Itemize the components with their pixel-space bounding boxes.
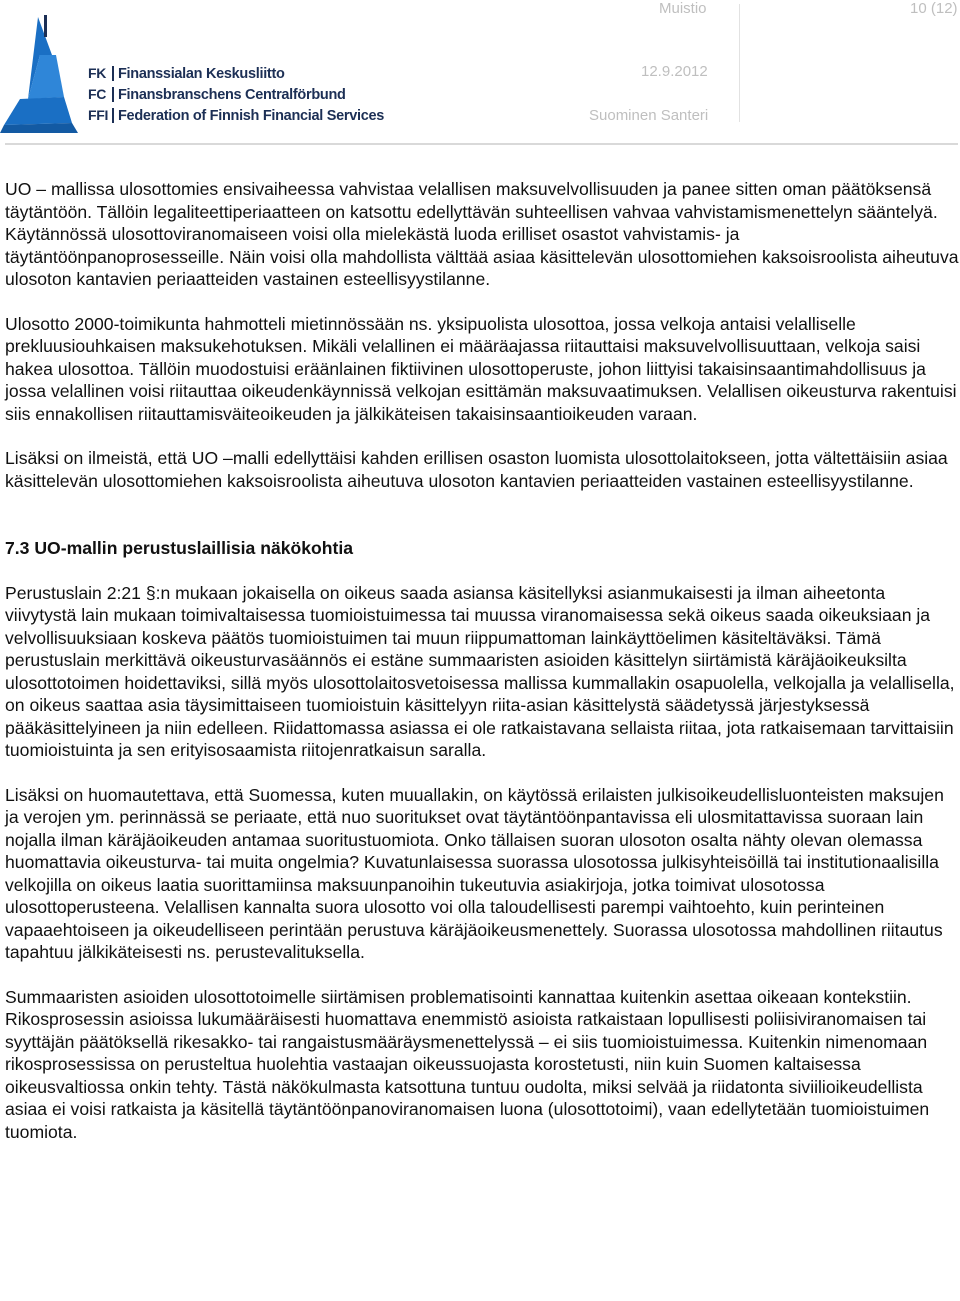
page-number: 10 (12) [910,0,958,17]
org-name: Finansbranschens Centralförbund [118,87,346,103]
org-separator [112,108,114,123]
paragraph: Ulosotto 2000-toimikunta hahmotteli mietinnössään ns. yksipuolista ulosottoa, jossa velkoja antaisi velalliselle prekluusiouhkaisen maksukehotuksen. Mikäli velallinen ei määräajassa riitauttaisi maksuvelvollisuuttaan, velkoja saisi hakea ulosottoa. Tällöin muodostuisi eräänlainen fiktiivinen ulosottoperuste, johon liittyisi takaisinsaantimahdollisuus ja jossa velallinen voisi riitauttaa oikeudenkäynnissä velkojan esittämän maksuvaatimuksen. Velallisen oikeusturva rakentuisi siis ennakollisen riitauttamisväiteoikeuden ja jälkikäteisen takaisinsaantioikeuden varaan. [5,313,957,424]
org-abbr: FFI [88,107,109,123]
org-abbr: FK [88,65,107,81]
org-name: Finanssialan Keskusliitto [118,66,285,82]
org-separator [112,66,114,81]
document-body [5,178,959,1143]
org-separator [112,87,114,102]
organization-names [88,63,388,126]
org-line-fk [88,63,388,84]
org-line-fc [88,84,388,105]
header-divider-vertical [739,4,740,122]
org-line-ffi [88,105,388,126]
ffi-logo-icon [0,15,100,133]
paragraph: Summaaristen asioiden ulosottotoimelle siirtämisen problematisointi kannattaa kuitenkin asettaa oikeaan kontekstiin. Rikosprosessin asioissa lukumääräisesti huomattava enemmistö asioista ratkaistaan lopullisesti poliisiviranomaisen tai syyttäjän päätöksellä rikesakko- tai rangaistusmääräysmenettelyssä – ei siis tuomioistuimessa. Kuitenkin nimenomaan rikosprosessissa on perusteltua huolehtia vastaajan oikeussuojasta korostetusti, niin kuin Suomen kaltaisessa oikeusvaltiossa onkin tehty. Tästä näkökulmasta katsottuna tuntuu oudolta, miksi selvää ja riidatonta siviilioikeudellista asiaa ei voisi ratkaista ja käsitellä täytäntöönpanoviranomaisen luona (ulosottotoimi), vaan edellytetään tuomioistuimen tuomiota. [5,986,930,1142]
org-abbr: FC [88,86,107,102]
paragraph: UO – mallissa ulosottomies ensivaiheessa vahvistaa velallisen maksuvelvollisuuden ja panee sitten oman päätöksensä täytäntöön. Tällöin legaliteettiperiaatteen on katsottu edellyttävän suhteellisen vahvaa vahvistamismenettelyn sääntelyä. Käytännössä ulosottoviranomaiseen voisi olla mielekästä luoda erilliset osastot vahvistamis- ja täytäntöönpanoprosesseille. Näin voisi olla mahdollista välttää asiaa käsittelevän ulosottomiehen kaksoisroolista aiheutuva ulosoton kantavien periaatteiden vastainen esteellisyystilanne. [5,179,959,289]
org-name: Federation of Finnish Financial Services [118,108,384,124]
organization-logo [0,15,390,133]
paragraph: Perustuslain 2:21 §:n mukaan jokaisella on oikeus saada asiansa käsitellyksi asianmukaisesti ja ilman aiheetonta viivytystä lain mukaan toimivaltaisessa tuomioistuimessa tai muussa viranomaisessa sekä oikeus saada oikeuksiaan ja velvollisuuksiaan koskeva päätös tuomioistuimen tai muun riippumattoman lainkäyttöelimen käsiteltäväksi. Tämä perustuslain merkittävä oikeusturvasäännös ei estäne summaaristen asioiden käsittelyn siirtämistä käräjäoikeuksilta ulosottotoimen hoidettaviksi, sillä myös ulosottolaitosvetoisessa mallissa kummallakin osapuolella, velkojalla ja velallisella, on oikeus saattaa asia täysimittaiseen tuomioistuin käsittelyyn riita-asian käsittelystä säädetyssä järjestyksessä pääkäsittelyineen ja niin edelleen. Riidattomassa asiassa ei ole ratkaistavana sellaista riitaa, jota ratkaisemaan tarvittaisiin tuomioistuinta ja sen erityisosaamista riitojenratkaisun saralla. [5,582,955,760]
document-type: Muistio [659,0,707,17]
section-heading: 7.3 UO-mallin perustuslaillisia näkökohtia [5,538,354,558]
document-header [0,0,960,148]
paragraph: Lisäksi on ilmeistä, että UO –malli edellyttäisi kahden erillisen osaston luomista ulosottolaitokseen, jotta vältettäisiin asiaa käsittelevän ulosottomiehen kaksoisroolista aiheutuva ulosoton kantavien periaatteiden vastainen esteellisyystilanne. [5,448,948,491]
header-divider [5,143,958,145]
document-author: Suominen Santeri [589,107,709,124]
document-date: 12.9.2012 [641,63,708,80]
paragraph: Lisäksi on huomautettava, että Suomessa, kuten muuallakin, on käytössä erilaisten julkisoikeudellisluonteisten maksujen ja verojen ym. perinnässä se periaate, että nuo suoritukset ovat täytäntöönpantavissa eli ulosmitattavissa suoraan lain nojalla ilman käräjäoikeuden antamaa suoritustuomiota. Onko tällaisen suoran ulosoton osalta nähty olevan olemassa huomattavia oikeusturva- tai muita ongelmia? Kuvatunlaisessa suorassa ulosotossa julkisyhteisöillä tai institutionaalisilla velkojilla on oikeus laatia suorittamiinsa maksuunpanoihin tukeutuvia asiakirjoja, jotka toimivat ulosotossa ulosottoperusteena. Velallisen kannalta suora ulosotto voi olla taloudellisesti parempi vaihtoehto, kuin perinteinen vapaaehtoiseen ja oikeudelliseen perintään perustuva käräjäoikeusmenettely. Suorassa ulosotossa mahdollinen riitautus tapahtuu jälkikäteisesti ns. perustevalituksella. [5,784,944,962]
